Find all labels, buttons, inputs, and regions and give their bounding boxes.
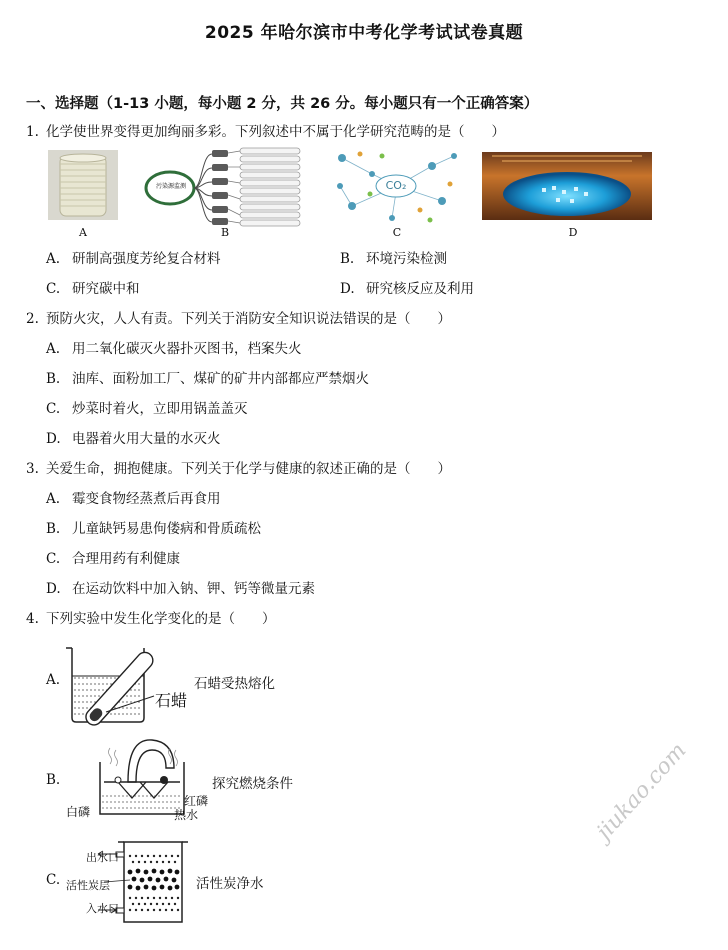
option-1c[interactable] [46,277,140,297]
co2-label: CO₂ [385,179,407,192]
option-3c[interactable] [46,547,180,567]
mindmap-center-label: 污染源监测 [155,183,186,190]
option-1b[interactable] [340,247,447,267]
option-letter: D. [46,581,61,597]
question-number: 2. [26,311,39,327]
option-letter: A. [46,251,61,267]
section-heading: 一、选择题（1-13 小题，每小题 2 分，共 26 分。每小题只有一个正确答案） [26,96,539,112]
option-4b[interactable] [46,772,72,788]
label-activated-carbon-layer: 活性炭层 [66,879,110,892]
option-1d[interactable] [340,277,474,297]
image-caption-a: A [79,226,87,239]
question-number: 1. [26,124,39,140]
label-water-inlet: 入水口 [86,902,119,915]
aramid-roll-illustration [48,150,118,220]
option-2c[interactable] [46,397,248,417]
question-2 [26,307,451,327]
watermark: jiukao.com [592,738,692,845]
option-text: 炒菜时着火，立即用锅盖盖灭 [72,401,248,417]
option-3b[interactable] [46,517,261,537]
option-text: 研究碳中和 [72,281,140,297]
option-text: 儿童缺钙易患佝偻病和骨质疏松 [72,521,261,537]
question-1 [26,120,505,140]
option-text: 油库、面粉加工厂、煤矿的矿井内部都应严禁烟火 [72,371,369,387]
option-letter: C. [46,551,61,567]
image-mindmap [140,146,320,228]
option-text: 在运动饮料中加入钠、钾、钙等微量元素 [72,581,315,597]
option-letter: D. [46,431,61,447]
image-co2-network [332,146,462,226]
image-caption-c: C [392,226,402,239]
diagram-beaker-test-tube [62,634,192,726]
label-red-phosphorus: 红磷 [184,794,209,808]
option-text: 用二氧化碳灭火器扑灭图书，档案失火 [72,341,302,357]
question-stem: 关爱生命，拥抱健康。下列关于化学与健康的叙述正确的是（ ） [46,461,451,477]
label-hot-water: 热水 [174,808,199,822]
option-letter: B. [46,371,61,387]
question-4 [26,607,276,627]
image-caption-d: D [568,226,578,239]
option-text-4c: 活性炭净水 [196,876,264,892]
option-text: 研制高强度芳纶复合材料 [72,251,221,267]
option-letter: B. [46,772,61,788]
label-paraffin: 石蜡 [155,691,188,710]
option-3a[interactable] [46,487,221,507]
option-1a[interactable] [46,247,221,267]
image-aramid-roll [48,150,118,220]
image-caption-b: B [220,226,230,239]
option-letter: C. [46,281,61,297]
question-stem: 化学使世界变得更加绚丽多彩。下列叙述中不属于化学研究范畴的是（ ） [46,124,505,140]
question-stem: 下列实验中发生化学变化的是（ ） [46,611,276,627]
option-letter: A. [46,672,61,688]
option-text: 霉变食物经蒸煮后再食用 [72,491,221,507]
option-letter: B. [340,251,355,267]
option-text: 环境污染检测 [366,251,447,267]
question-3 [26,457,451,477]
option-text-4b: 探究燃烧条件 [212,776,293,792]
option-letter: B. [46,521,61,537]
option-letter: C. [46,401,61,417]
page-title: 2025 年哈尔滨市中考化学考试试卷真题 [204,23,524,43]
option-3d[interactable] [46,577,315,597]
question-number: 3. [26,461,39,477]
option-letter: D. [340,281,355,297]
label-white-phosphorus: 白磷 [66,805,91,819]
label-water-outlet: 出水口 [86,851,119,864]
option-text: 电器着火用大量的水灭火 [72,431,221,447]
option-text: 合理用药有利健康 [72,551,180,567]
reactor-pool-illustration [482,152,652,220]
option-text-4a: 石蜡受热熔化 [194,676,275,692]
option-letter: A. [46,341,61,357]
option-2d[interactable] [46,427,221,447]
question-stem: 预防火灾，人人有责。下列关于消防安全知识说法错误的是（ ） [46,311,451,327]
option-letter: A. [46,491,61,507]
option-2a[interactable] [46,337,302,357]
option-letter: C. [46,872,61,888]
option-2b[interactable] [46,367,369,387]
question-number: 4. [26,611,39,627]
option-text: 研究核反应及利用 [366,281,474,297]
image-reactor-pool [482,152,652,220]
